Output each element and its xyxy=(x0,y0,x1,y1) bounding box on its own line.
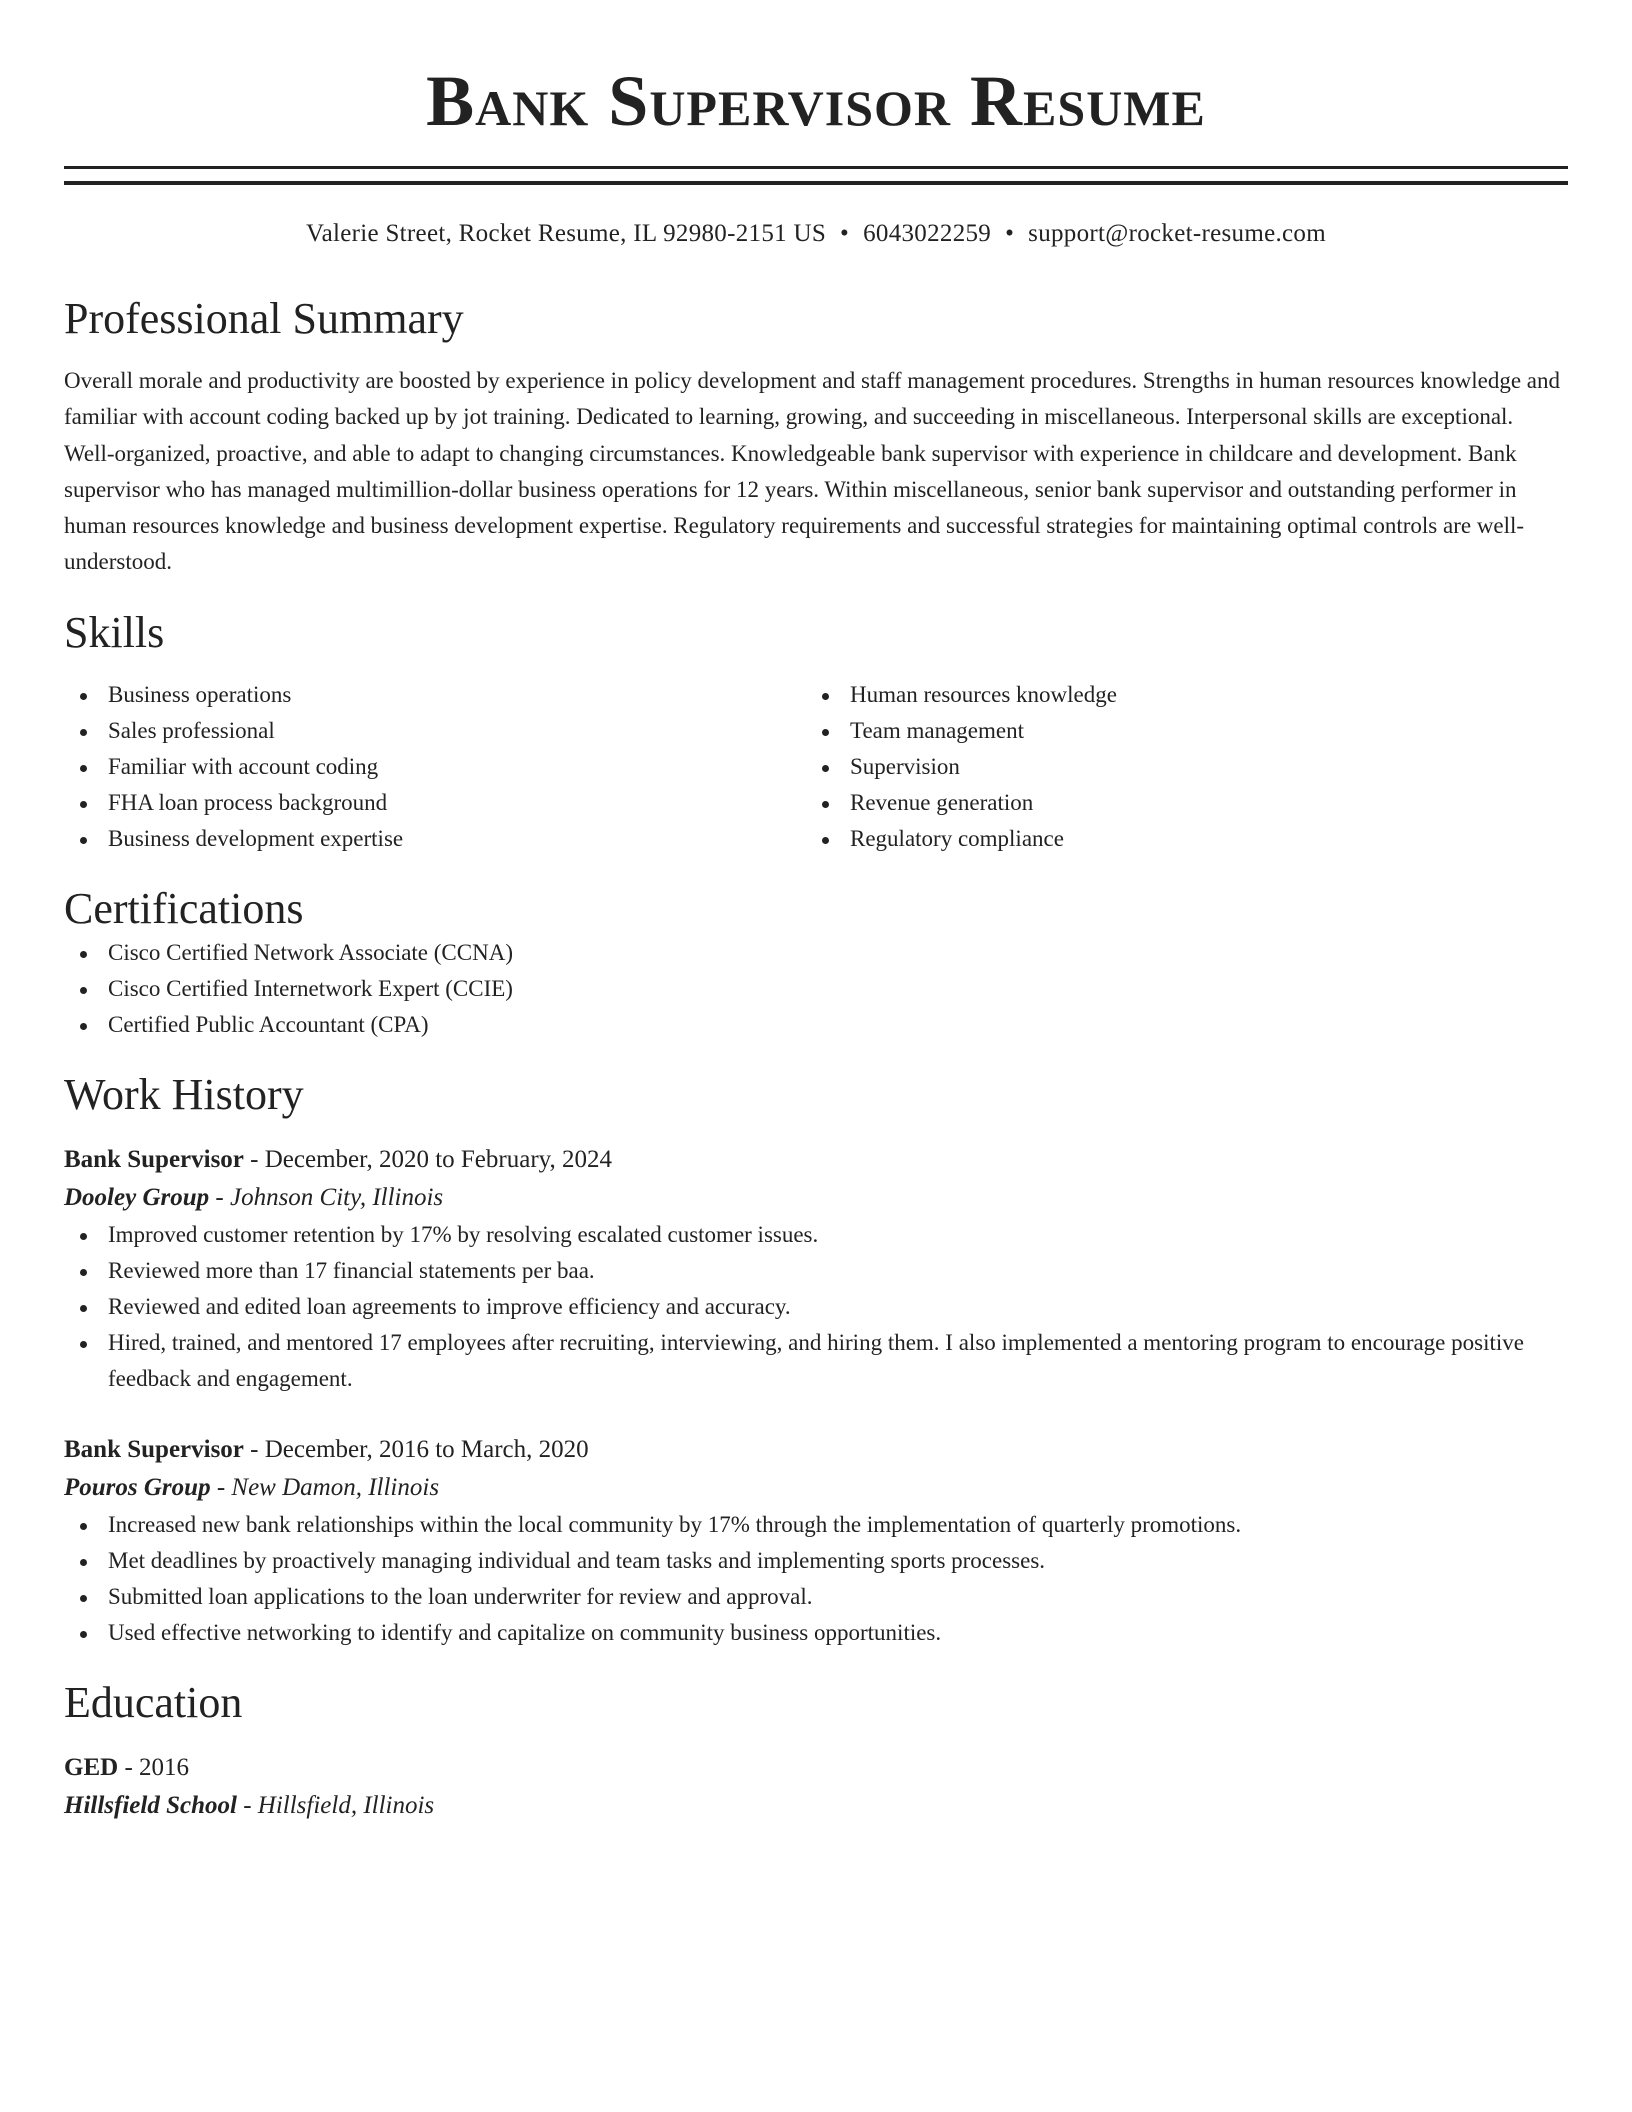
education-degree-line xyxy=(64,1749,1568,1787)
job-location: Johnson City, Illinois xyxy=(229,1183,444,1211)
dash: - xyxy=(243,1145,265,1173)
list-item: FHA loan process background xyxy=(64,785,806,821)
list-item: Human resources knowledge xyxy=(806,677,1548,713)
dash: - xyxy=(243,1435,265,1463)
list-item: Familiar with account coding xyxy=(64,749,806,785)
title-double-rule xyxy=(64,166,1568,185)
list-item: Certified Public Accountant (CPA) xyxy=(64,1007,1568,1043)
section-heading-skills: Skills xyxy=(64,607,165,657)
job-company: Dooley Group xyxy=(64,1183,210,1211)
list-item: Met deadlines by proactively managing individual and team tasks and implementing sports processes. xyxy=(64,1543,1568,1579)
dash: - xyxy=(236,1791,258,1819)
skills-columns xyxy=(64,677,1568,857)
list-item: Sales professional xyxy=(64,713,806,749)
job-entry xyxy=(64,1141,1568,1397)
contact-separator: • xyxy=(1005,220,1015,247)
list-item: Supervision xyxy=(806,749,1548,785)
section-heading-summary: Professional Summary xyxy=(64,294,464,343)
list-item: Reviewed and edited loan agreements to improve efficiency and accuracy. xyxy=(64,1289,1568,1325)
job-company-line xyxy=(64,1179,1568,1217)
education-location: Hillsfield, Illinois xyxy=(257,1791,435,1819)
list-item: Revenue generation xyxy=(806,785,1548,821)
resume-page xyxy=(64,0,1568,1825)
resume-title: Bank Supervisor Resume xyxy=(426,61,1206,141)
contact-line xyxy=(64,219,1568,249)
education-year: 2016 xyxy=(139,1753,190,1781)
contact-address: Valerie Street, Rocket Resume, IL 92980-2151 US xyxy=(306,220,827,247)
list-item: Used effective networking to identify and capitalize on community business opportunities. xyxy=(64,1615,1568,1651)
list-item: Business development expertise xyxy=(64,821,806,857)
list-item: Team management xyxy=(806,713,1548,749)
job-title-line xyxy=(64,1141,1568,1179)
list-item: Hired, trained, and mentored 17 employees after recruiting, interviewing, and hiring them. I also implemented a mentoring program to encourage positive feedback and engagement. xyxy=(64,1325,1568,1397)
job-title-line xyxy=(64,1431,1568,1469)
job-responsibilities xyxy=(64,1217,1568,1397)
job-company: Pouros Group xyxy=(64,1473,211,1501)
education-entry xyxy=(64,1749,1568,1825)
list-item: Reviewed more than 17 financial statements per baa. xyxy=(64,1253,1568,1289)
job-title: Bank Supervisor xyxy=(64,1435,244,1463)
skills-list-left xyxy=(64,677,806,857)
list-item: Business operations xyxy=(64,677,806,713)
section-heading-certifications: Certifications xyxy=(64,883,304,933)
summary-paragraph: Overall morale and productivity are boosted by experience in policy development and staff management procedures. Strengths in human resources knowledge and familiar with account coding backed up by jot training. Dedicated to learning, growing, and succeeding in miscellaneous. Interpersonal skills are exceptional. Well-organized, proactive, and able to adapt to changing circumstances. Knowledgeable bank supervisor with experience in childcare and development. Bank supervisor who has managed multimillion-dollar business operations for 12 years. Within miscellaneous, senior bank supervisor and outstanding performer in human resources knowledge and business development expertise. Regulatory requirements and successful strategies for maintaining optimal controls are well-understood. xyxy=(64,368,1561,575)
list-item: Increased new bank relationships within the local community by 17% through the implementation of quarterly promotions. xyxy=(64,1507,1568,1543)
list-item: Cisco Certified Internetwork Expert (CCIE) xyxy=(64,971,1568,1007)
job-dates: December, 2016 to March, 2020 xyxy=(264,1435,589,1463)
certifications-list xyxy=(64,935,1568,1043)
education-school-line xyxy=(64,1787,1568,1825)
job-location: New Damon, Illinois xyxy=(231,1473,440,1501)
job-entry xyxy=(64,1431,1568,1651)
job-responsibilities xyxy=(64,1507,1568,1651)
contact-separator: • xyxy=(840,220,850,247)
job-company-line xyxy=(64,1469,1568,1507)
list-item: Improved customer retention by 17% by resolving escalated customer issues. xyxy=(64,1217,1568,1253)
section-heading-work-history: Work History xyxy=(64,1069,304,1119)
list-item: Regulatory compliance xyxy=(806,821,1548,857)
dash: - xyxy=(209,1183,230,1211)
contact-email: support@rocket-resume.com xyxy=(1028,220,1326,247)
dash: - xyxy=(210,1473,232,1501)
job-dates: December, 2020 to February, 2024 xyxy=(264,1145,613,1173)
section-heading-education: Education xyxy=(64,1677,243,1727)
education-degree: GED xyxy=(64,1753,119,1781)
dash: - xyxy=(118,1753,140,1781)
list-item: Submitted loan applications to the loan underwriter for review and approval. xyxy=(64,1579,1568,1615)
skills-list-right xyxy=(806,677,1548,857)
list-item: Cisco Certified Network Associate (CCNA) xyxy=(64,935,1568,971)
contact-phone: 6043022259 xyxy=(863,220,992,247)
job-title: Bank Supervisor xyxy=(64,1145,244,1173)
education-school: Hillsfield School xyxy=(64,1791,237,1819)
